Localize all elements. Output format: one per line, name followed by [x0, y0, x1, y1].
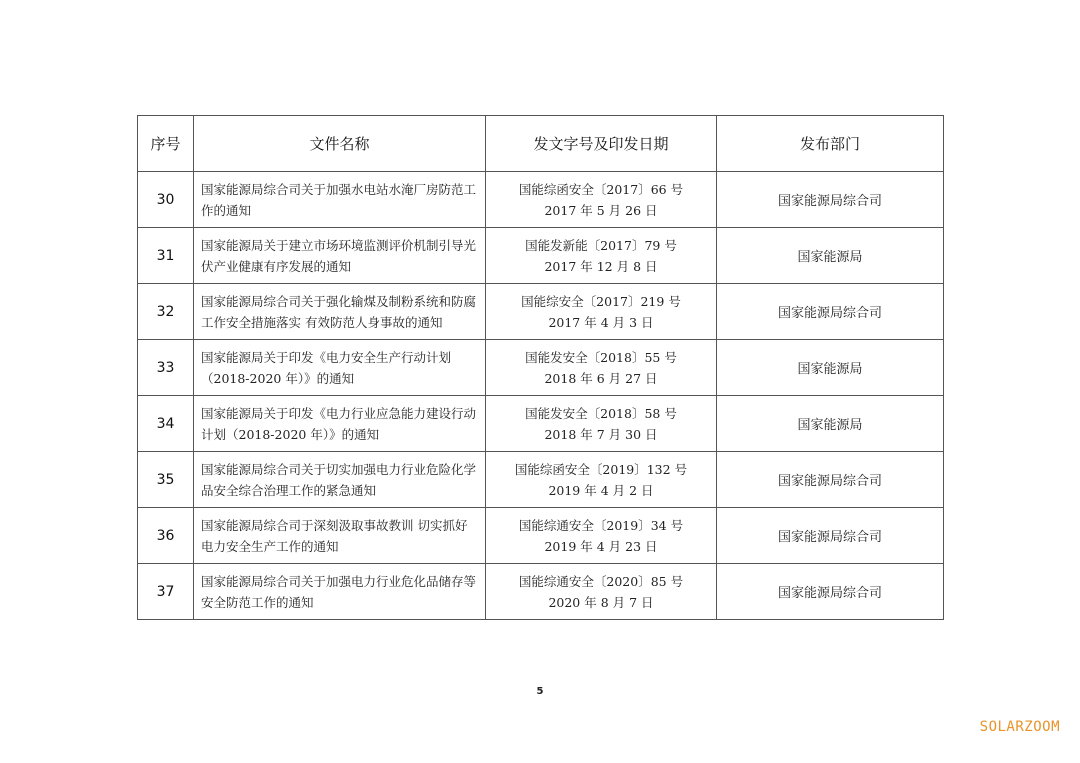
row-name: 国家能源局关于印发《电力安全生产行动计划（2018-2020 年）》的通知 [201, 349, 452, 386]
row-name-cell [194, 452, 486, 508]
row-name: 国家能源局综合司关于加强水电站水淹厂房防范工作的通知 [201, 181, 477, 218]
row-doc-cell [486, 228, 717, 284]
row-name: 国家能源局综合司于深刻汲取事故教训 切实抓好电力安全生产工作的通知 [201, 517, 468, 554]
row-name-cell [194, 564, 486, 620]
row-doc-cell [486, 284, 717, 340]
row-number: 33 [138, 340, 194, 396]
row-department: 国家能源局 [717, 228, 944, 284]
page-number: 5 [536, 686, 544, 697]
row-doc-number: 国能发新能〔2017〕79 号 [525, 237, 677, 253]
table-row [138, 508, 944, 564]
row-name-cell [194, 340, 486, 396]
row-date: 2018 年 7 月 30 日 [544, 426, 658, 442]
row-name-cell [194, 228, 486, 284]
row-date: 2017 年 5 月 26 日 [544, 202, 658, 218]
row-date: 2017 年 12 月 8 日 [544, 258, 658, 274]
row-name-cell [194, 508, 486, 564]
header-department: 发布部门 [717, 116, 944, 172]
row-doc-number: 国能综通安全〔2020〕85 号 [518, 573, 684, 589]
row-name: 国家能源局关于印发《电力行业应急能力建设行动计划（2018-2020 年）》的通知 [201, 405, 477, 442]
table-row [138, 228, 944, 284]
row-department: 国家能源局 [717, 396, 944, 452]
row-doc-number: 国能发安全〔2018〕55 号 [525, 349, 677, 365]
row-name: 国家能源局关于建立市场环境监测评价机制引导光伏产业健康有序发展的通知 [201, 237, 477, 274]
table-header-row [138, 116, 944, 172]
row-department: 国家能源局综合司 [717, 172, 944, 228]
header-doc-and-date: 发文字号及印发日期 [486, 116, 717, 172]
row-doc-cell [486, 564, 717, 620]
row-doc-number: 国能综安全〔2017〕219 号 [521, 293, 681, 309]
table-row [138, 396, 944, 452]
row-department: 国家能源局综合司 [717, 452, 944, 508]
row-number: 36 [138, 508, 194, 564]
row-date: 2020 年 8 月 7 日 [548, 594, 654, 610]
row-doc-number: 国能综函安全〔2019〕132 号 [514, 461, 688, 477]
row-department: 国家能源局综合司 [717, 508, 944, 564]
table-row [138, 564, 944, 620]
row-doc-cell [486, 172, 717, 228]
row-name: 国家能源局综合司关于加强电力行业危化品储存等安全防范工作的通知 [201, 573, 477, 610]
row-name-cell [194, 284, 486, 340]
row-name-cell [194, 396, 486, 452]
table-row [138, 172, 944, 228]
header-name: 文件名称 [194, 116, 486, 172]
row-doc-cell [486, 396, 717, 452]
row-doc-cell [486, 452, 717, 508]
row-doc-number: 国能发安全〔2018〕58 号 [525, 405, 677, 421]
row-name: 国家能源局综合司关于切实加强电力行业危险化学品安全综合治理工作的紧急通知 [201, 461, 477, 498]
table-row [138, 452, 944, 508]
row-number: 35 [138, 452, 194, 508]
row-doc-cell [486, 340, 717, 396]
row-name: 国家能源局综合司关于强化输煤及制粉系统和防腐工作安全措施落实 有效防范人身事故的通知 [201, 293, 477, 330]
row-doc-number: 国能综通安全〔2019〕34 号 [518, 517, 684, 533]
table-row [138, 340, 944, 396]
document-table [137, 115, 944, 620]
row-department: 国家能源局综合司 [717, 564, 944, 620]
row-doc-cell [486, 508, 717, 564]
row-date: 2017 年 4 月 3 日 [548, 314, 654, 330]
row-number: 34 [138, 396, 194, 452]
row-department: 国家能源局综合司 [717, 284, 944, 340]
row-date: 2018 年 6 月 27 日 [544, 370, 658, 386]
table-row [138, 284, 944, 340]
row-number: 37 [138, 564, 194, 620]
row-date: 2019 年 4 月 2 日 [548, 482, 654, 498]
row-department: 国家能源局 [717, 340, 944, 396]
header-number: 序号 [138, 116, 194, 172]
row-doc-number: 国能综函安全〔2017〕66 号 [518, 181, 684, 197]
row-name-cell [194, 172, 486, 228]
row-number: 31 [138, 228, 194, 284]
row-number: 30 [138, 172, 194, 228]
row-number: 32 [138, 284, 194, 340]
row-date: 2019 年 4 月 23 日 [544, 538, 658, 554]
watermark-logo: SOLARZOOM [979, 719, 1060, 735]
